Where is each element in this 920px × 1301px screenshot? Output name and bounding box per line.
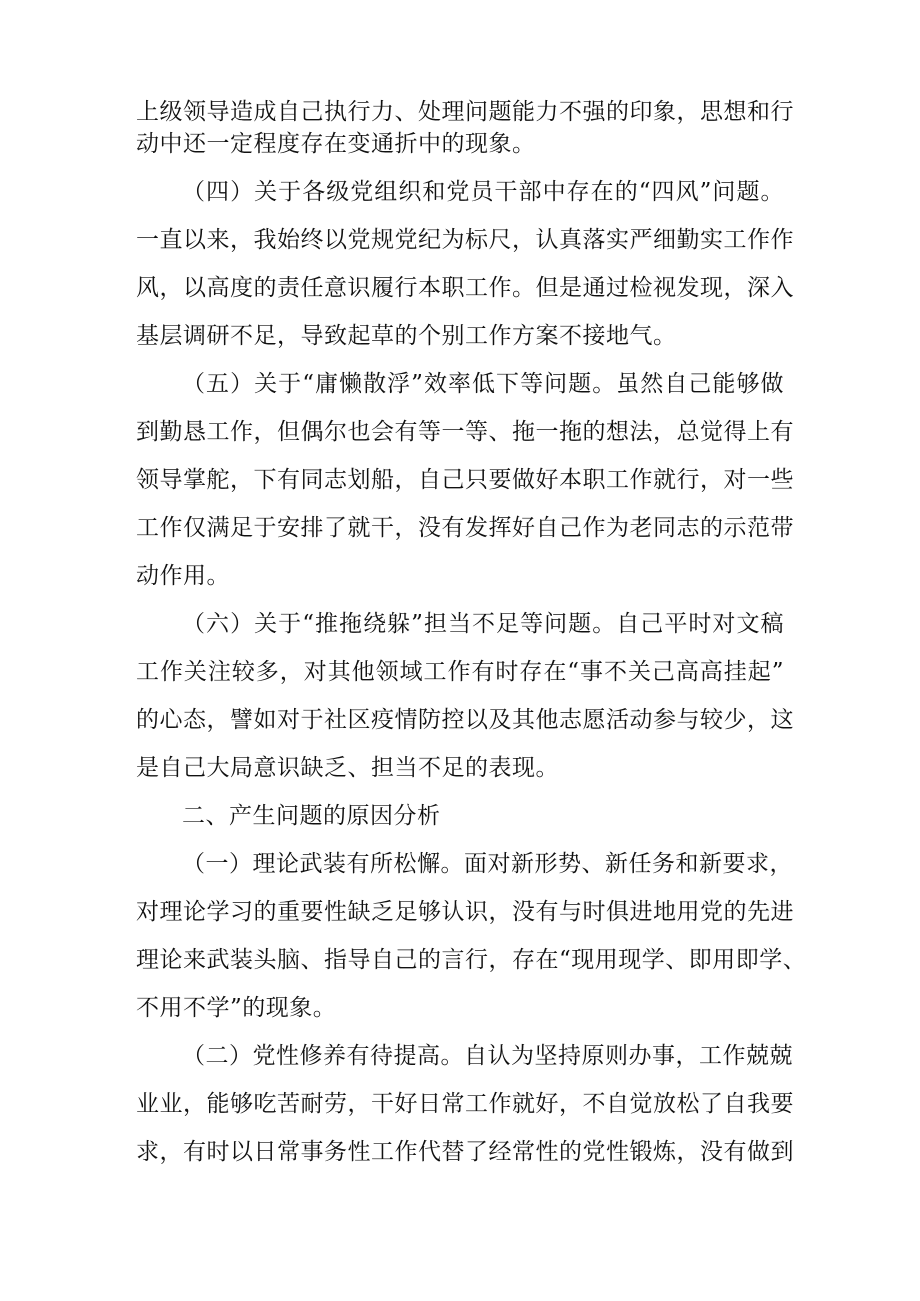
paragraph-line: 对理论学习的重要性缺乏足够认识，没有与时俱进地用党的先进 — [136, 899, 794, 925]
paragraph-line: 求，有时以日常事务性工作代替了经常性的党性锻炼，没有做到 — [136, 1139, 794, 1165]
paragraph-line: 基层调研不足，导致起草的个别工作方案不接地气。 — [136, 323, 677, 349]
paragraph-line: 工作关注较多，对其他领域工作有时存在“事不关己高高挂起” — [136, 659, 784, 685]
paragraph-line: （一）理论武装有所松懈。面对新形势、新任务和新要求， — [182, 851, 793, 877]
paragraph-line: 动中还一定程度存在变通折中的现象。 — [136, 131, 536, 157]
paragraph-line: 的心态，譬如对于社区疫情防控以及其他志愿活动参与较少，这 — [136, 707, 794, 733]
paragraph-line: 风，以高度的责任意识履行本职工作。但是通过检视发现，深入 — [136, 275, 794, 301]
paragraph-line: （四）关于各级党组织和党员干部中存在的“四风”问题。 — [182, 179, 784, 205]
paragraph-line: 到勤恳工作，但偶尔也会有等一等、拖一拖的想法，总觉得上有 — [136, 419, 794, 445]
paragraph-line: 上级领导造成自己执行力、处理问题能力不强的印象，思想和行 — [136, 99, 794, 125]
paragraph-line: 领导掌舵，下有同志划船，自己只要做好本职工作就行，对一些 — [136, 467, 794, 493]
section-heading: 二、产生问题的原因分析 — [182, 803, 441, 829]
paragraph-line: 动作用。 — [136, 563, 230, 589]
paragraph-line: （五）关于“庸懒散浮”效率低下等问题。虽然自己能够做 — [182, 371, 784, 397]
paragraph-line: （六）关于“推拖绕躲”担当不足等问题。自己平时对文稿 — [182, 611, 784, 637]
paragraph-line: 业业，能够吃苦耐劳，干好日常工作就好，不自觉放松了自我要 — [136, 1091, 794, 1117]
paragraph-line: 不用不学”的现象。 — [136, 995, 337, 1021]
paragraph-line: 一直以来，我始终以党规党纪为标尺，认真落实严细勤实工作作 — [136, 227, 794, 253]
paragraph-line: （二）党性修养有待提高。自认为坚持原则办事，工作兢兢 — [182, 1043, 793, 1069]
paragraph-line: 是自己大局意识缺乏、担当不足的表现。 — [136, 755, 559, 781]
paragraph-line: 理论来武装头脑、指导自己的言行，存在“现用现学、即用即学、 — [136, 947, 807, 973]
paragraph-line: 工作仅满足于安排了就干，没有发挥好自己作为老同志的示范带 — [136, 515, 794, 541]
document-page — [136, 96, 807, 1168]
